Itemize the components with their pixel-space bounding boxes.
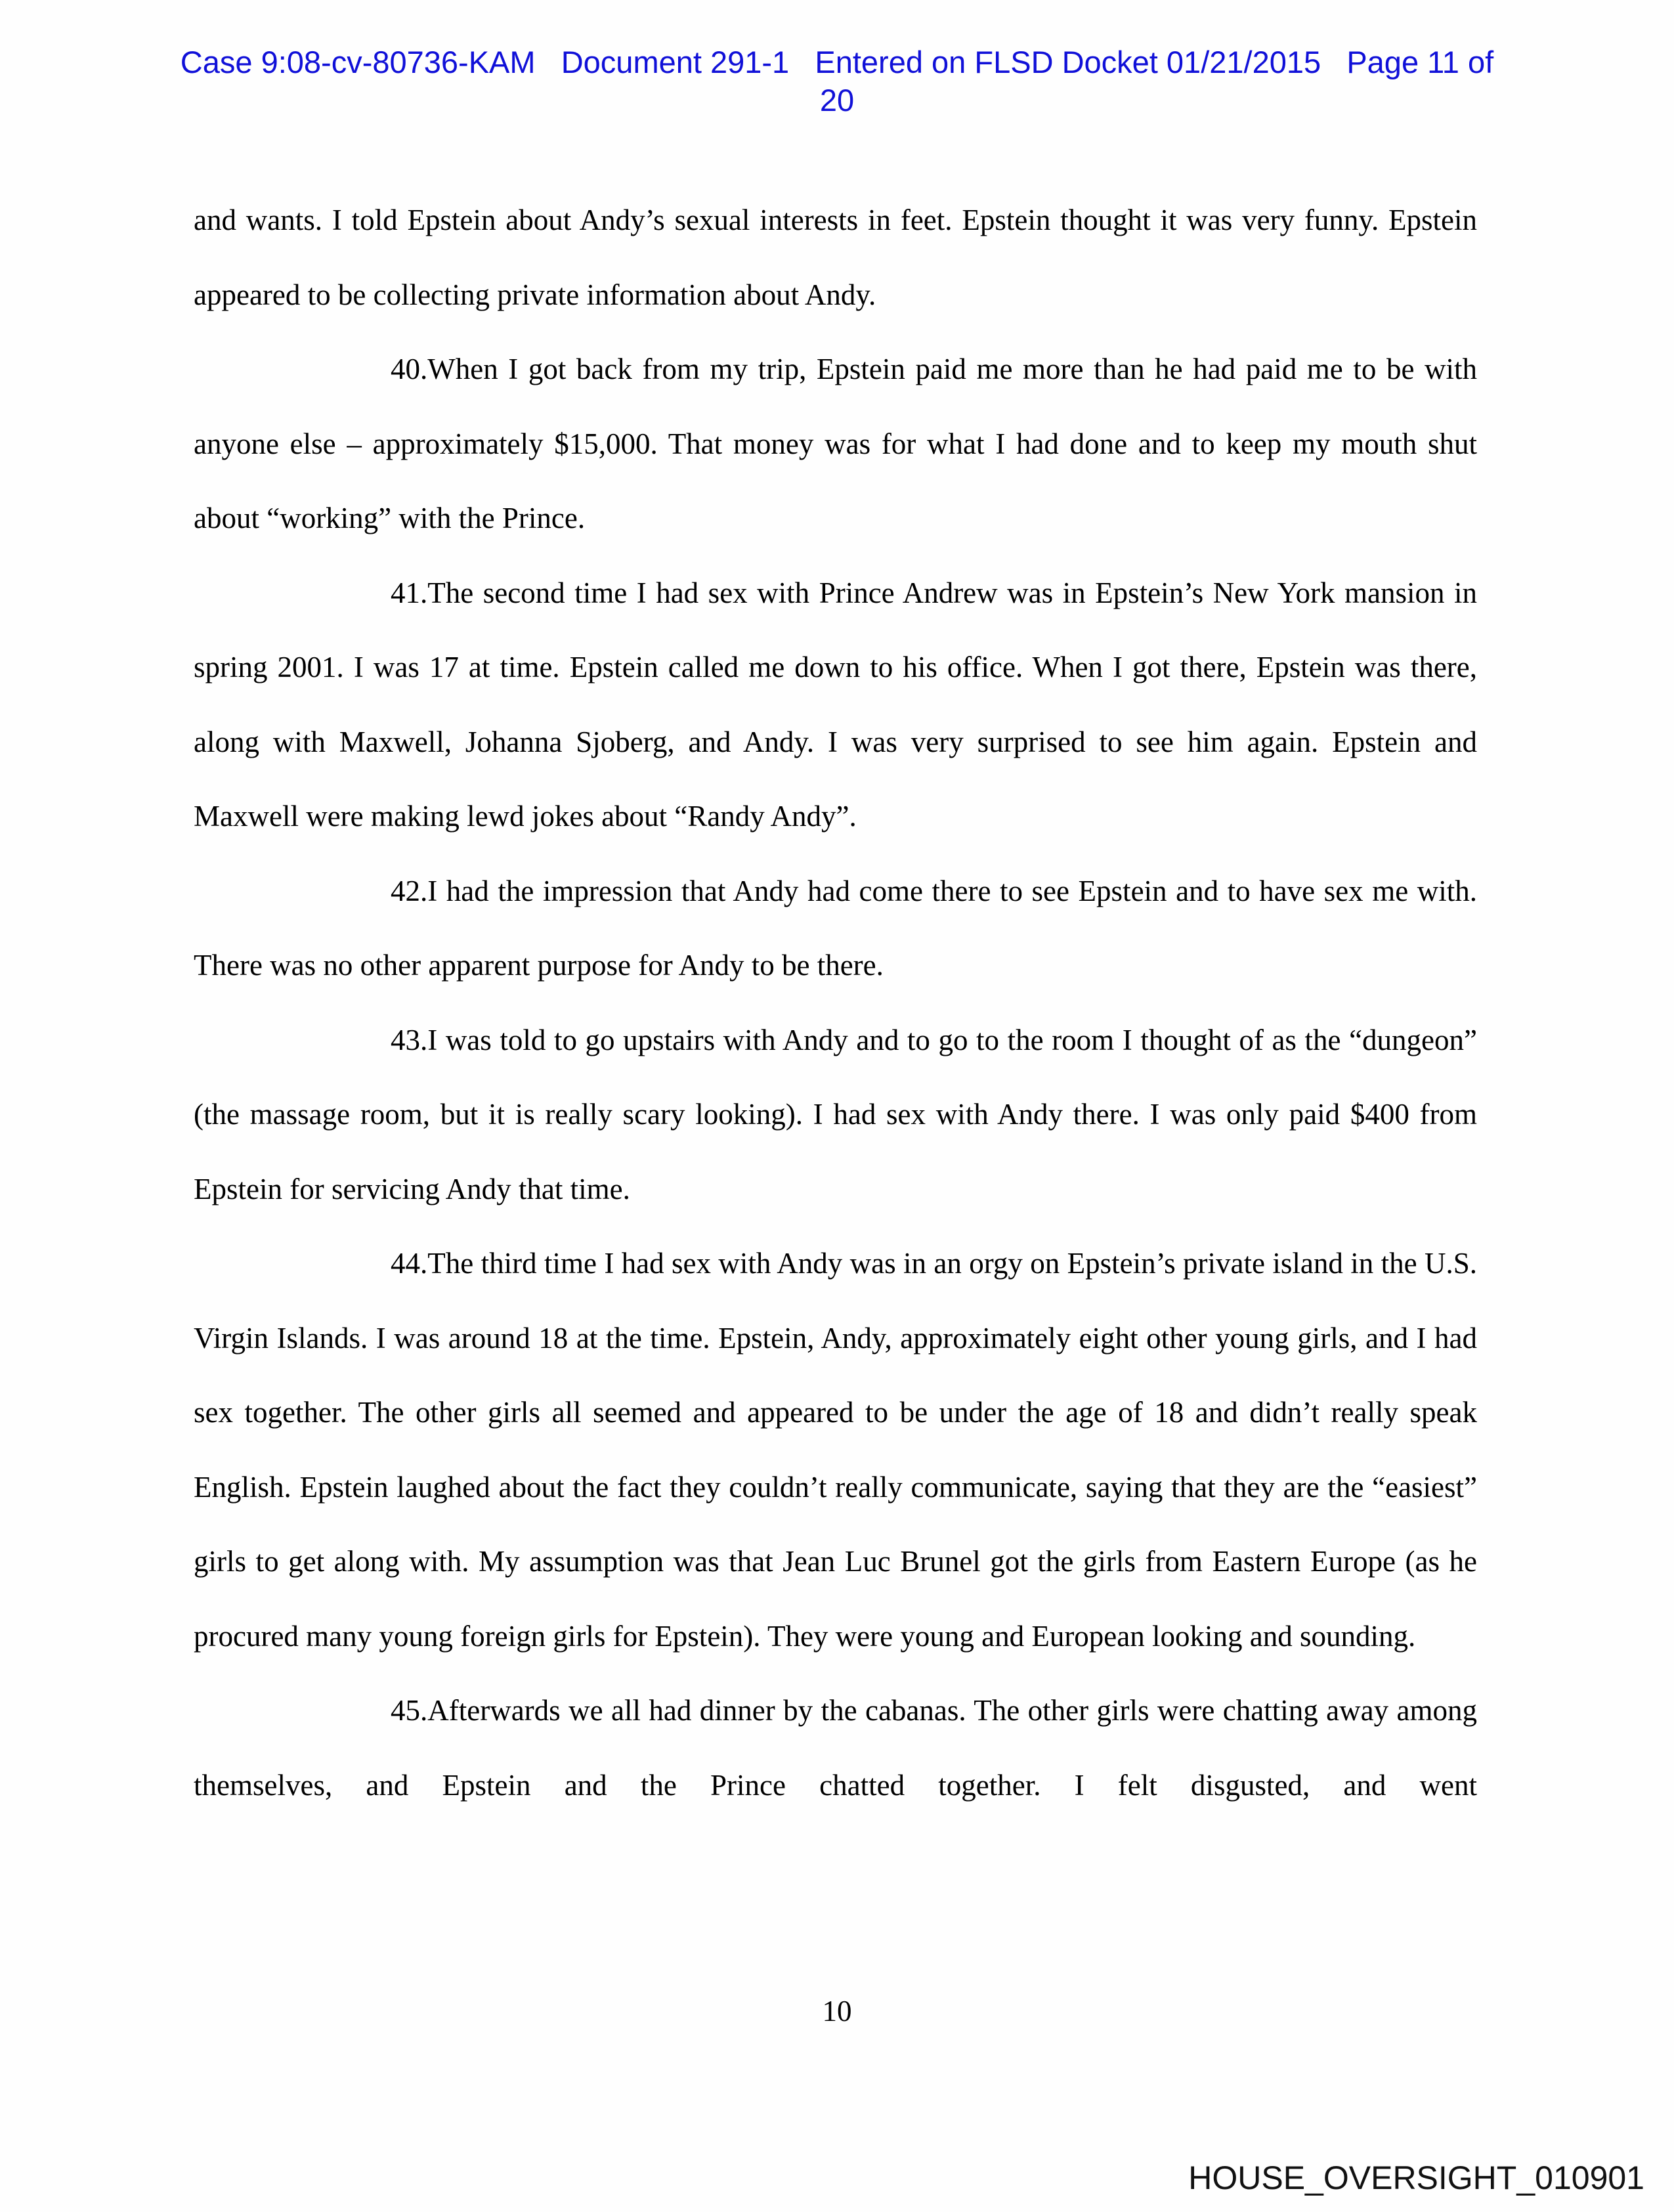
paragraph-45: [194, 1674, 1477, 1823]
paragraph-text: I was told to go upstairs with Andy and to go to the room I thought of as the “dungeon” (the massage room, but it is really scary looking). I had sex with Andy there. I was only paid $400 from Epstein for servicing Andy that time.: [194, 1023, 1477, 1205]
paragraph-number: 40.: [391, 353, 428, 385]
paragraph-42: [194, 854, 1477, 1003]
court-stamp-line2: 20: [819, 83, 855, 118]
paragraph-number: 41.: [391, 576, 428, 609]
paragraph-text: Afterwards we all had dinner by the cabanas. The other girls were chatting away among themselves, and Epstein and the Prince chatted together. I felt disgusted, and went: [194, 1694, 1477, 1802]
paragraph-text: The second time I had sex with Prince Andrew was in Epstein’s New York mansion in spring 2001. I was 17 at time. Epstein called me down to his office. When I got there, Epstein was there, along with Maxwell, Johanna Sjoberg, and Andy. I was very surprised to see him again. Epstein and Maxwell were making lewd jokes about “Randy Andy”.: [194, 576, 1477, 833]
paragraph-text: I had the impression that Andy had come there to see Epstein and to have sex me with. There was no other apparent purpose for Andy to be there.: [194, 874, 1477, 982]
bates-stamp: HOUSE_OVERSIGHT_010901: [1188, 2159, 1644, 2196]
paragraph-43: [194, 1003, 1477, 1227]
page-number: 10: [822, 1995, 852, 2028]
paragraph-number: 45.: [391, 1694, 428, 1727]
paragraph-continuation: and wants. I told Epstein about Andy’s sexual interests in feet. Epstein thought it was very funny. Epstein appeared to be collecting private information about Andy.: [194, 204, 1477, 311]
paragraph-41: [194, 556, 1477, 854]
court-stamp-header: [98, 43, 1576, 119]
document-body: [194, 183, 1477, 1823]
paragraph-40: [194, 332, 1477, 556]
paragraph-text: The third time I had sex with Andy was in an orgy on Epstein’s private island in the U.S. Virgin Islands. I was around 18 at the time. Epstein, Andy, approximately eight other young girls, and I had sex together. The other girls all seemed and appeared to be under the age of 18 and didn’t really speak English. Epstein laughed about the fact they couldn’t really communicate, saying that they are the “easiest” girls to get along with. My assumption was that Jean Luc Brunel got the girls from Eastern Europe (as he procured many young foreign girls for Epstein). They were young and European looking and sounding.: [194, 1247, 1477, 1653]
paragraph-number: 42.: [391, 874, 428, 907]
court-stamp-line1: Case 9:08-cv-80736-KAM Document 291-1 Entered on FLSD Docket 01/21/2015 Page 11 of: [180, 45, 1494, 79]
paragraph-number: 43.: [391, 1023, 428, 1056]
paragraph-44: [194, 1226, 1477, 1674]
paragraph-text: When I got back from my trip, Epstein paid me more than he had paid me to be with anyone else – approximately $15,000. That money was for what I had done and to keep my mouth shut about “working” with the Prince.: [194, 353, 1477, 534]
paragraph-number: 44.: [391, 1247, 428, 1280]
